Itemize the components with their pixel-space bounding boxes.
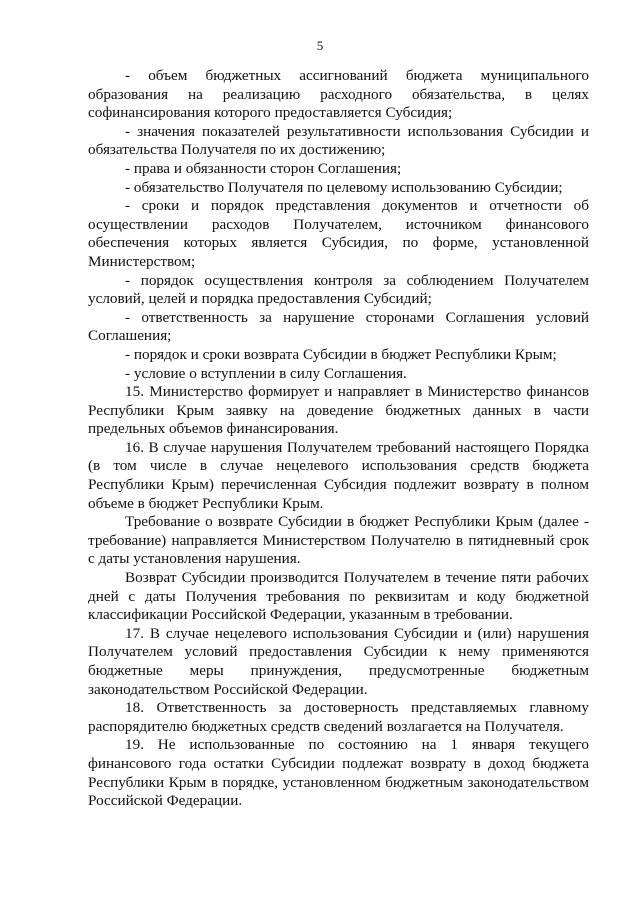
- clause-18: 18. Ответственность за достоверность представляемых главному распорядителю бюджетных средств сведений возлагается на Получателя.: [88, 699, 589, 735]
- list-item-control-procedure: - порядок осуществления контроля за соблюдением Получателем условий, целей и порядка предоставления Субсидий;: [88, 271, 589, 308]
- list-item-return-procedure: - порядок и сроки возврата Субсидии в бюджет Республики Крым;: [125, 345, 557, 363]
- clause-16: 16. В случае нарушения Получателем требований настоящего Порядка (в том числе в случае нецелевого использования средств бюджета Республики Крым) перечисленная Субсидия подлежит возврату в полном объеме в бюджет Республики Крым.: [88, 438, 589, 512]
- page-number: 5: [316, 38, 324, 53]
- clause-15: 15. Министерство формирует и направляет в Министерство финансов Республики Крым заявку на доведение бюджетных данных в части предельных объемов финансирования.: [88, 383, 589, 438]
- clause-17: 17. В случае нецелевого использования Субсидии и (или) нарушения Получателем условий предоставления Субсидии к нему применяются бюджетные меры принуждения, предусмотренные бюджетным законодательством Российской Федерации.: [88, 624, 589, 698]
- document-body: [88, 67, 589, 811]
- clause-16-return: Возврат Субсидии производится Получателем в течение пяти рабочих дней с даты Получения требования по реквизитам и коду бюджетной классификации Российской Федерации, указанным в требовании.: [88, 569, 589, 624]
- clause-16-requirement: Требование о возврате Субсидии в бюджет Республики Крым (далее - требование) направляется Министерством Получателю в пятидневный срок с даты установления нарушения.: [88, 513, 589, 568]
- list-item-targeted-use: - обязательство Получателя по целевому использованию Субсидии;: [125, 178, 563, 196]
- list-item-liability: - ответственность за нарушение сторонами Соглашения условий Соглашения;: [88, 308, 589, 345]
- list-item-entry-into-force: - условие о вступлении в силу Соглашения.: [125, 364, 407, 382]
- list-item-rights-obligations: - права и обязанности сторон Соглашения;: [125, 159, 402, 177]
- clause-19: 19. Не использованные по состоянию на 1 января текущего финансового года остатки Субсидии подлежат возврату в доход бюджета Республики Крым в порядке, установленном бюджетным законодательством Российской Федерации.: [88, 736, 589, 810]
- list-item-budget-allocations: - объем бюджетных ассигнований бюджета муниципального образования на реализацию расходного обязательства, в целях софинансирования которого предоставляется Субсидия;: [88, 67, 589, 122]
- list-item-reporting-deadlines: - сроки и порядок представления документов и отчетности об осуществлении расходов Получателем, источником финансового обеспечения которых является Субсидия, по форме, установленной Министерством;: [88, 197, 589, 270]
- list-item-performance-indicators: - значения показателей результативности использования Субсидии и обязательства Получателя по их достижению;: [88, 122, 589, 159]
